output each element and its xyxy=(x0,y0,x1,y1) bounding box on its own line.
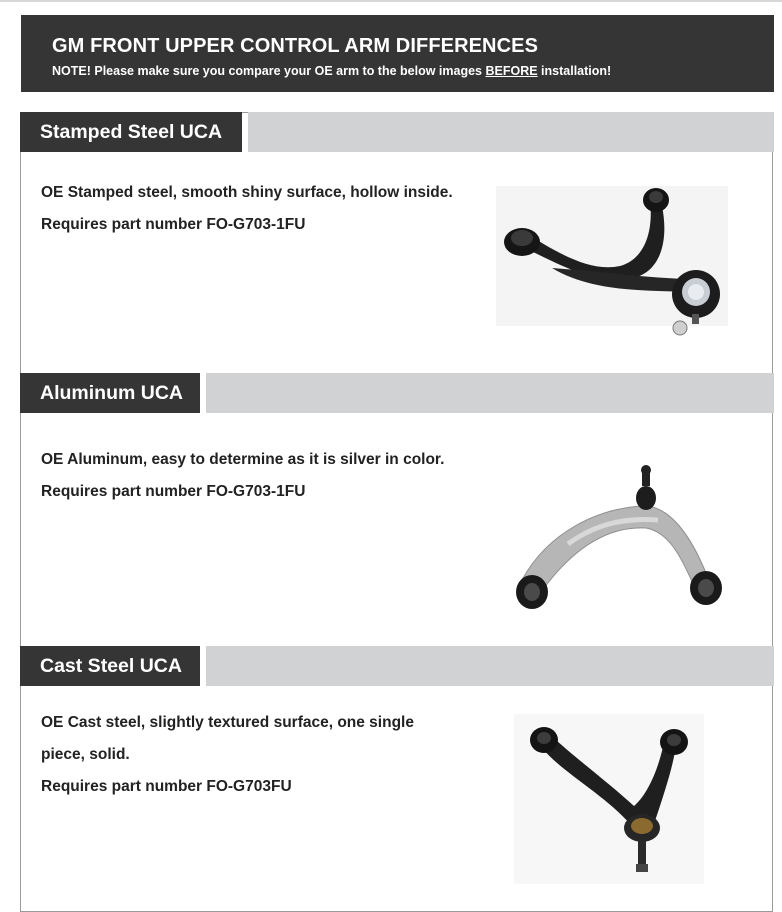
section-header-aluminum xyxy=(20,373,774,413)
section-line: Requires part number FO-G703-1FU xyxy=(41,216,306,233)
section-line: piece, solid. xyxy=(41,746,130,763)
banner-note xyxy=(52,64,774,78)
section-line: Requires part number FO-G703FU xyxy=(41,778,292,795)
note-suffix: installation! xyxy=(537,64,612,78)
section-line: OE Aluminum, easy to determine as it is silver in color. xyxy=(41,451,445,468)
section-title-cast: Cast Steel UCA xyxy=(20,646,200,686)
section-header-bar xyxy=(206,646,774,686)
section-line: OE Stamped steel, smooth shiny surface, hollow inside. xyxy=(41,184,453,201)
section-text-cast xyxy=(41,714,414,810)
section-title-aluminum: Aluminum UCA xyxy=(20,373,200,413)
stamped-steel-control-arm-image xyxy=(492,180,728,340)
top-divider xyxy=(0,0,782,2)
section-text-aluminum xyxy=(41,451,444,515)
section-header-bar xyxy=(206,373,774,413)
aluminum-control-arm-image xyxy=(508,462,734,614)
section-text-stamped xyxy=(41,184,453,248)
section-header-stamped xyxy=(20,112,774,152)
section-line: Requires part number FO-G703-1FU xyxy=(41,483,306,500)
cast-steel-control-arm-image xyxy=(514,714,704,884)
note-emphasis: BEFORE xyxy=(485,64,538,78)
note-prefix: NOTE! Please make sure you compare your OE arm to the below images xyxy=(52,64,486,78)
section-line: OE Cast steel, slightly textured surface, one single xyxy=(41,714,414,731)
header-banner xyxy=(21,15,774,92)
section-header-bar xyxy=(248,112,774,152)
section-header-cast xyxy=(20,646,774,686)
page-title: GM FRONT UPPER CONTROL ARM DIFFERENCES xyxy=(52,35,539,57)
section-title-stamped: Stamped Steel UCA xyxy=(20,112,242,152)
